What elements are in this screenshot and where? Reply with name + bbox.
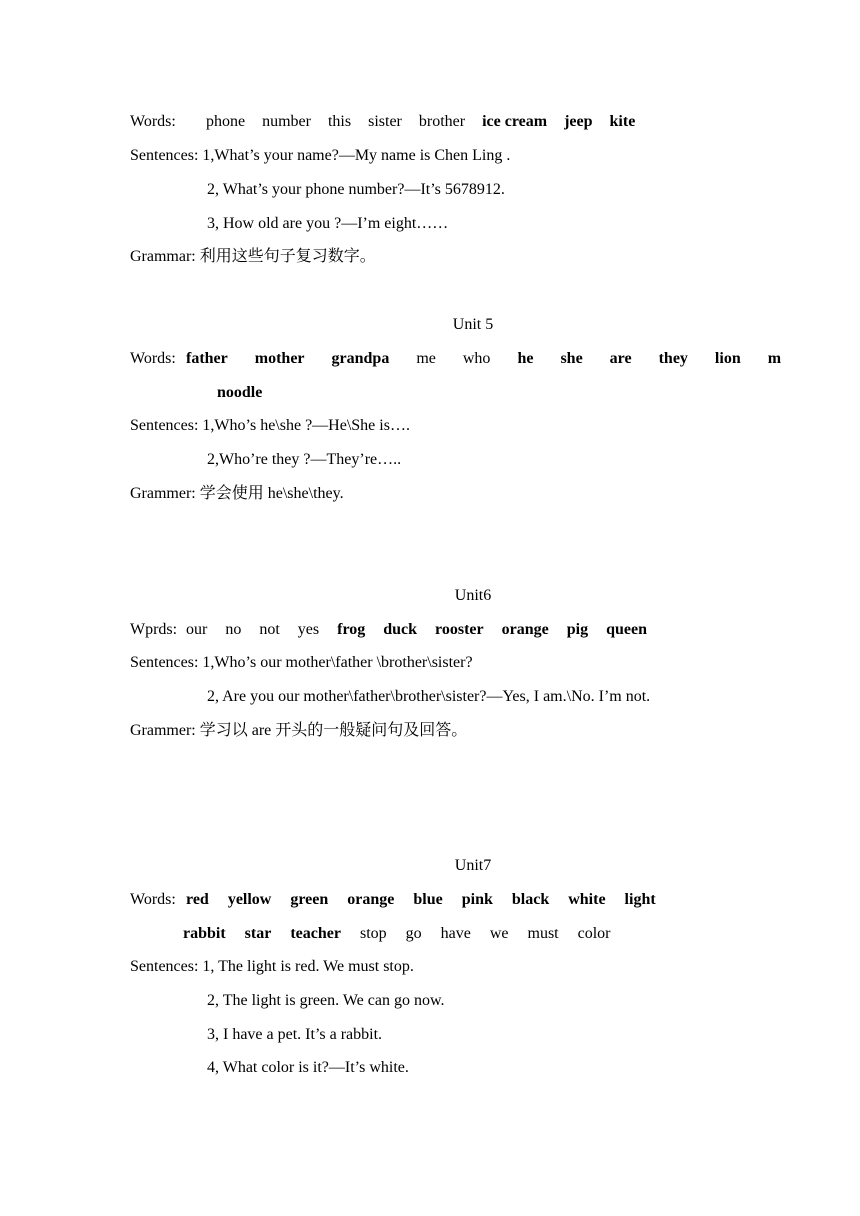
vocab-word: black [511, 891, 550, 908]
sentence-text: 1,Who’s our mother\father \brother\sister? [202, 654, 473, 671]
vocab-word: phone [206, 113, 246, 130]
sentence-text: 1,Who’s he\she ?—He\She is…. [202, 417, 410, 434]
vocab-word: jeep [564, 113, 593, 130]
vocab-word: rabbit [183, 925, 226, 942]
vocab-word: noodle [217, 384, 263, 401]
unit7-words-line-2 [183, 924, 630, 944]
grammar-label: Grammar: [130, 248, 196, 265]
vocab-word: rooster [435, 621, 484, 638]
unit7-sentence-2: 2, The light is green. We can go now. [207, 992, 445, 1009]
vocab-word: pig [566, 621, 589, 638]
unit5-grammar [130, 484, 344, 504]
words-label: Words: [130, 891, 176, 908]
grammar-text: 学会使用 he\she\they. [199, 485, 344, 502]
unit5-sentence-2: 2,Who’re they ?—They’re….. [207, 451, 402, 468]
vocab-word: light [624, 891, 656, 908]
grammar-label: Grammer: [130, 722, 196, 739]
grammar-text: 学习以 are 开头的一般疑问句及回答。 [199, 722, 468, 739]
vocab-word: she [560, 350, 583, 367]
vocab-word: star [244, 925, 272, 942]
vocab-word: he [517, 350, 534, 367]
vocab-word: number [262, 113, 311, 130]
unit5-words-line [130, 349, 808, 369]
words-label: Words: [130, 350, 176, 367]
vocab-word: orange [347, 891, 395, 908]
unit4-grammar [130, 247, 376, 267]
unit7-sentence-4: 4, What color is it?—It’s white. [207, 1059, 409, 1076]
vocab-word: blue [413, 891, 443, 908]
grammar-text: 利用这些句子复习数字。 [199, 248, 376, 265]
vocab-word: m [767, 350, 782, 367]
vocab-word: ice cream [482, 113, 548, 130]
vocab-word: stop [359, 925, 387, 942]
unit5-sentence-1 [130, 416, 410, 436]
vocab-word: are [609, 350, 632, 367]
vocab-word: we [489, 925, 509, 942]
vocab-word: yellow [227, 891, 272, 908]
vocab-word: orange [501, 621, 549, 638]
unit6-title: Unit6 [454, 587, 492, 604]
vocab-word: this [327, 113, 352, 130]
vocab-word: not [259, 621, 280, 638]
unit7-words-line [130, 890, 675, 910]
unit7-title: Unit7 [454, 857, 492, 874]
unit7-sentence-1 [130, 957, 414, 977]
unit6-words-line [130, 620, 665, 640]
vocab-word: grandpa [331, 350, 390, 367]
vocab-word: color [577, 925, 611, 942]
vocab-word: father [186, 350, 228, 367]
vocab-word: queen [606, 621, 647, 638]
vocab-word: they [658, 350, 688, 367]
unit4-words-line [130, 112, 652, 132]
unit6-sentence-1 [130, 653, 473, 673]
vocab-word: green [290, 891, 329, 908]
vocab-word: me [416, 350, 436, 367]
unit4-sentence-1 [130, 146, 510, 166]
vocab-word: no [225, 621, 242, 638]
grammar-label: Grammer: [130, 485, 196, 502]
vocab-word: lion [714, 350, 741, 367]
sentences-label: Sentences: [130, 654, 199, 671]
vocab-word: have [440, 925, 471, 942]
sentences-label: Sentences: [130, 417, 199, 434]
vocab-word: mother [254, 350, 305, 367]
vocab-word: go [405, 925, 422, 942]
unit6-grammar [130, 721, 467, 741]
vocab-word: pink [461, 891, 493, 908]
words-label: Words: [130, 113, 176, 130]
vocab-word: must [527, 925, 559, 942]
unit4-sentence-3: 3, How old are you ?—I’m eight…… [207, 215, 449, 232]
sentences-label: Sentences: [130, 147, 199, 164]
sentence-text: 1, The light is red. We must stop. [202, 958, 414, 975]
unit5-words-line-2 [217, 383, 278, 403]
vocab-word: frog [337, 621, 366, 638]
vocab-word: kite [609, 113, 636, 130]
unit7-sentence-3: 3, I have a pet. It’s a rabbit. [207, 1026, 383, 1043]
vocab-word: yes [297, 621, 320, 638]
vocab-word: brother [418, 113, 466, 130]
vocab-word: white [568, 891, 606, 908]
unit5-title: Unit 5 [452, 316, 494, 333]
vocab-word: teacher [290, 925, 341, 942]
vocab-word: duck [383, 621, 418, 638]
words-label: Wprds: [130, 621, 178, 638]
vocab-word: who [462, 350, 491, 367]
vocab-word: sister [368, 113, 402, 130]
unit6-sentence-2: 2, Are you our mother\father\brother\sister?—Yes, I am.\No. I’m not. [207, 688, 651, 705]
vocab-word: red [186, 891, 209, 908]
sentences-label: Sentences: [130, 958, 199, 975]
sentence-text: 1,What’s your name?—My name is Chen Ling . [202, 147, 511, 164]
unit4-sentence-2: 2, What’s your phone number?—It’s 5678912. [207, 181, 505, 198]
vocab-word: our [186, 621, 208, 638]
